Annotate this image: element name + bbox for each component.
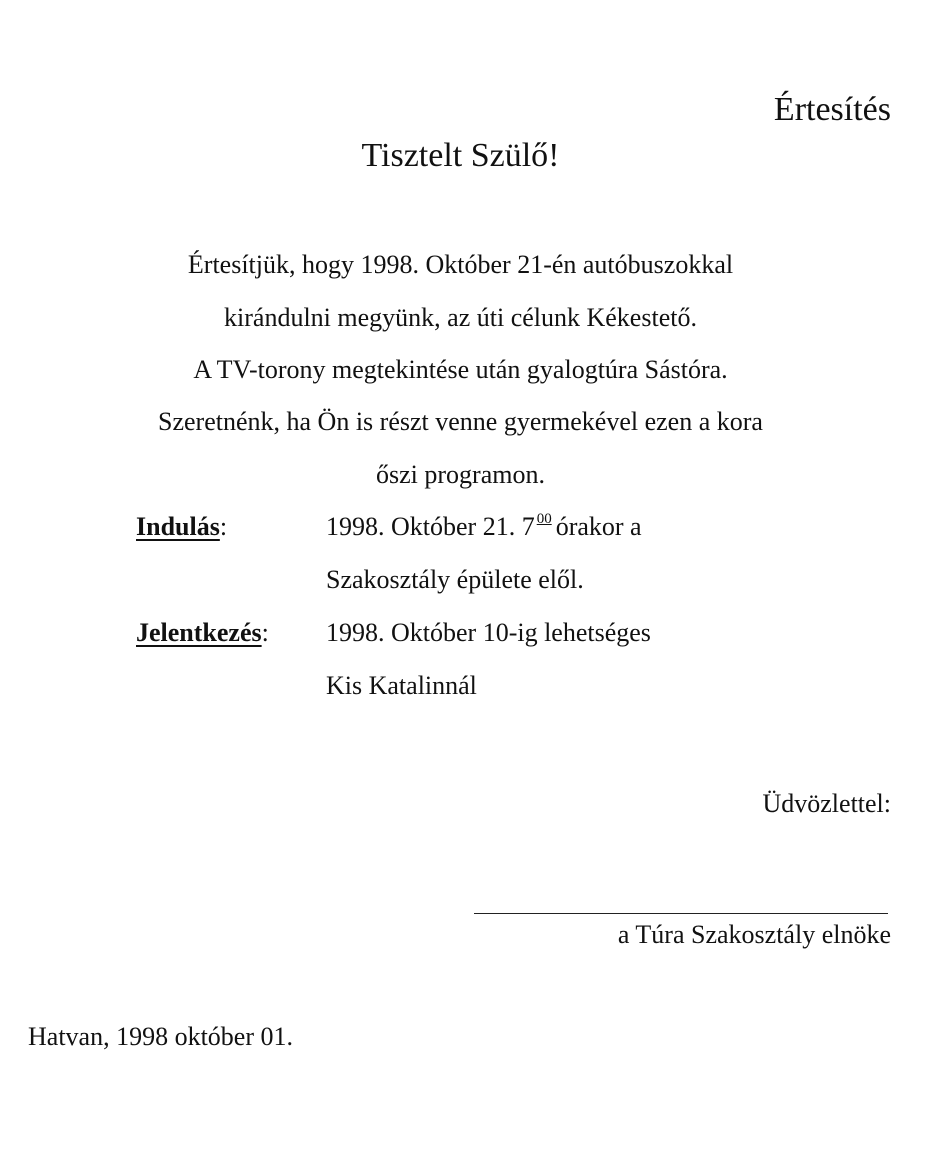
departure-location: Szakosztály épülete elől. <box>326 565 584 594</box>
registration-label <box>136 615 269 651</box>
registration-label-colon: : <box>261 618 269 647</box>
departure-label <box>136 509 227 545</box>
departure-time <box>326 509 642 549</box>
signatory-role: a Túra Szakosztály elnöke <box>617 920 891 949</box>
departure-minutes-superscript: 00 <box>536 511 552 527</box>
registration-contact: Kis Katalinnál <box>326 671 477 700</box>
place-and-date: Hatvan, 1998 október 01. <box>28 1022 294 1051</box>
salutation-heading: Tisztelt Szülő! <box>361 137 560 174</box>
document-type-heading: Értesítés <box>773 91 891 128</box>
body-line: Értesítjük, hogy 1998. Október 21-én autóbuszokkal <box>187 250 734 279</box>
closing-greeting: Üdvözlettel: <box>762 789 891 818</box>
registration-label-text: Jelentkezés <box>136 618 262 647</box>
body-line: Szeretnénk, ha Ön is részt venne gyermekével ezen a kora <box>158 407 763 436</box>
departure-time-suffix: órakor a <box>555 512 642 541</box>
signature-line <box>474 913 888 914</box>
registration-deadline: 1998. Október 10-ig lehetséges <box>326 618 651 647</box>
body-line: őszi programon. <box>376 460 545 489</box>
departure-label-text: Indulás <box>136 512 220 541</box>
body-line: A TV-torony megtekintése után gyalogtúra Sástóra. <box>193 355 728 384</box>
departure-date-text: 1998. Október 21. 7 <box>326 512 535 541</box>
body-line: kirándulni megyünk, az úti célunk Kékestető. <box>224 303 697 332</box>
departure-label-colon: : <box>219 512 228 541</box>
